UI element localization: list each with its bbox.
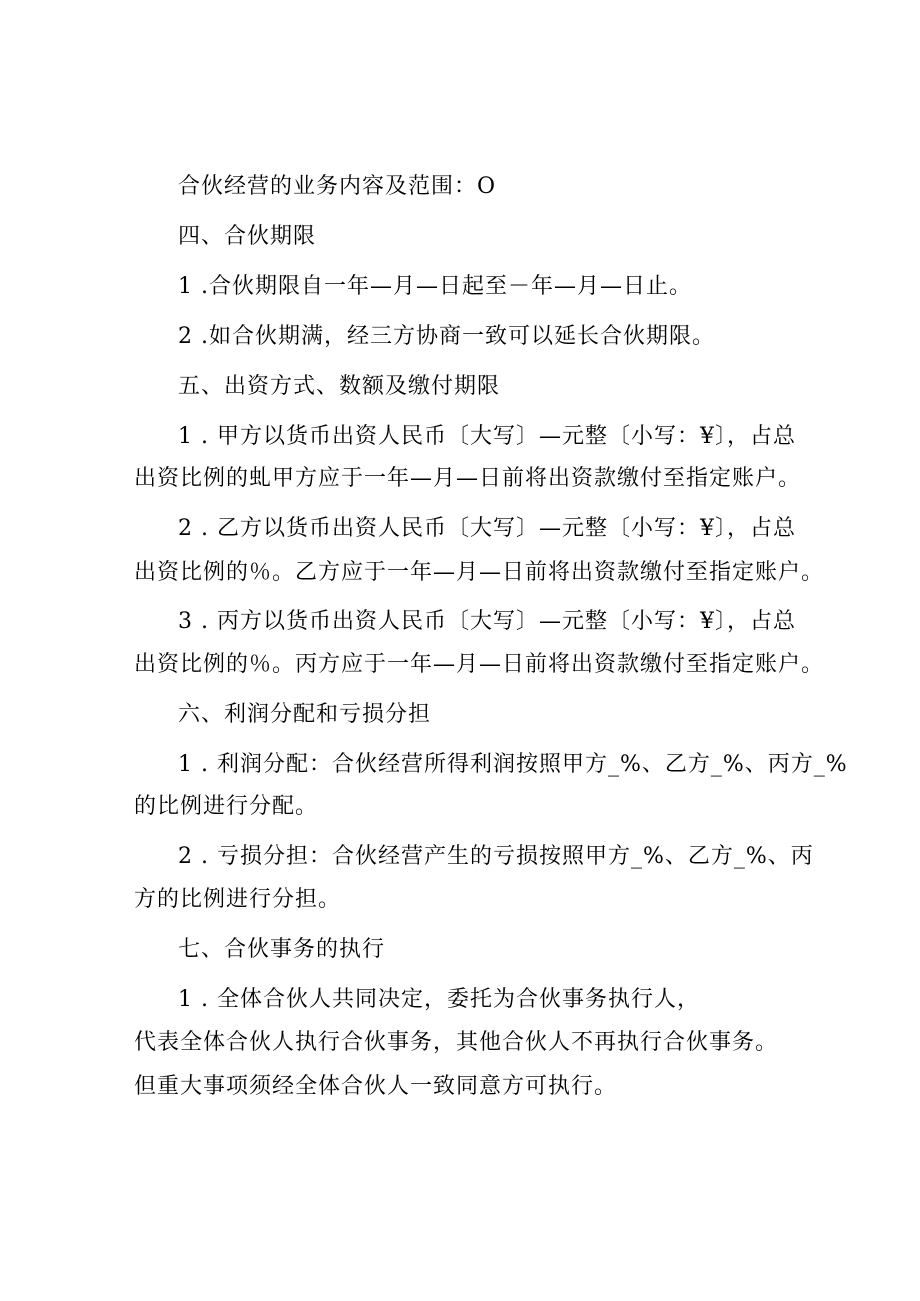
capital-clause-1-line-2: 出资比例的虬甲方应于一年—月—日前将出资款缴付至指定账户。 — [134, 466, 802, 491]
capital-clause-3-line-1: 3 . 丙方以货币出资人民币〔大写〕—元整〔小写：¥〕，占总 — [178, 609, 796, 634]
term-clause-1: 1 .合伙期限自一年—月—日起至－年—月—日止。 — [178, 274, 692, 299]
loss-clause-line-1: 2 . 亏损分担：合伙经营产生的亏损按照甲方_%、乙方_%、丙 — [178, 844, 814, 869]
profit-clause-line-2: 的比例进行分配。 — [134, 794, 319, 819]
term-clause-2: 2 .如合伙期满，经三方协商一致可以延长合伙期限。 — [178, 324, 715, 349]
execution-clause-line-3: 但重大事项须经全体合伙人一致同意方可执行。 — [134, 1074, 618, 1099]
capital-clause-2-line-2: 出资比例的％。乙方应于一年—月—日前将出资款缴付至指定账户。 — [134, 560, 825, 585]
section-5-heading: 五、出资方式、数额及缴付期限 — [178, 374, 501, 399]
section-6-heading: 六、利润分配和亏损分担 — [178, 702, 432, 727]
loss-clause-line-2: 方的比例进行分担。 — [134, 887, 342, 912]
capital-clause-3-line-2: 出资比例的％。丙方应于一年—月—日前将出资款缴付至指定账户。 — [134, 652, 825, 677]
profit-clause-line-1: 1 . 利润分配：合伙经营所得利润按照甲方_%、乙方_%、丙方_% — [178, 752, 848, 777]
business-scope-line: 合伙经营的业务内容及范围：O — [178, 174, 497, 199]
section-4-heading: 四、合伙期限 — [178, 224, 317, 249]
capital-clause-2-line-1: 2 . 乙方以货币出资人民币〔大写〕—元整〔小写：¥〕，占总 — [178, 516, 796, 541]
execution-clause-line-1: 1 . 全体合伙人共同决定，委托为合伙事务执行人， — [178, 987, 700, 1012]
execution-clause-line-2: 代表全体合伙人执行合伙事务，其他合伙人不再执行合伙事务。 — [134, 1030, 779, 1055]
capital-clause-1-line-1: 1 . 甲方以货币出资人民币〔大写〕—元整〔小写：¥〕，占总 — [178, 424, 796, 449]
section-7-heading: 七、合伙事务的执行 — [178, 937, 386, 962]
